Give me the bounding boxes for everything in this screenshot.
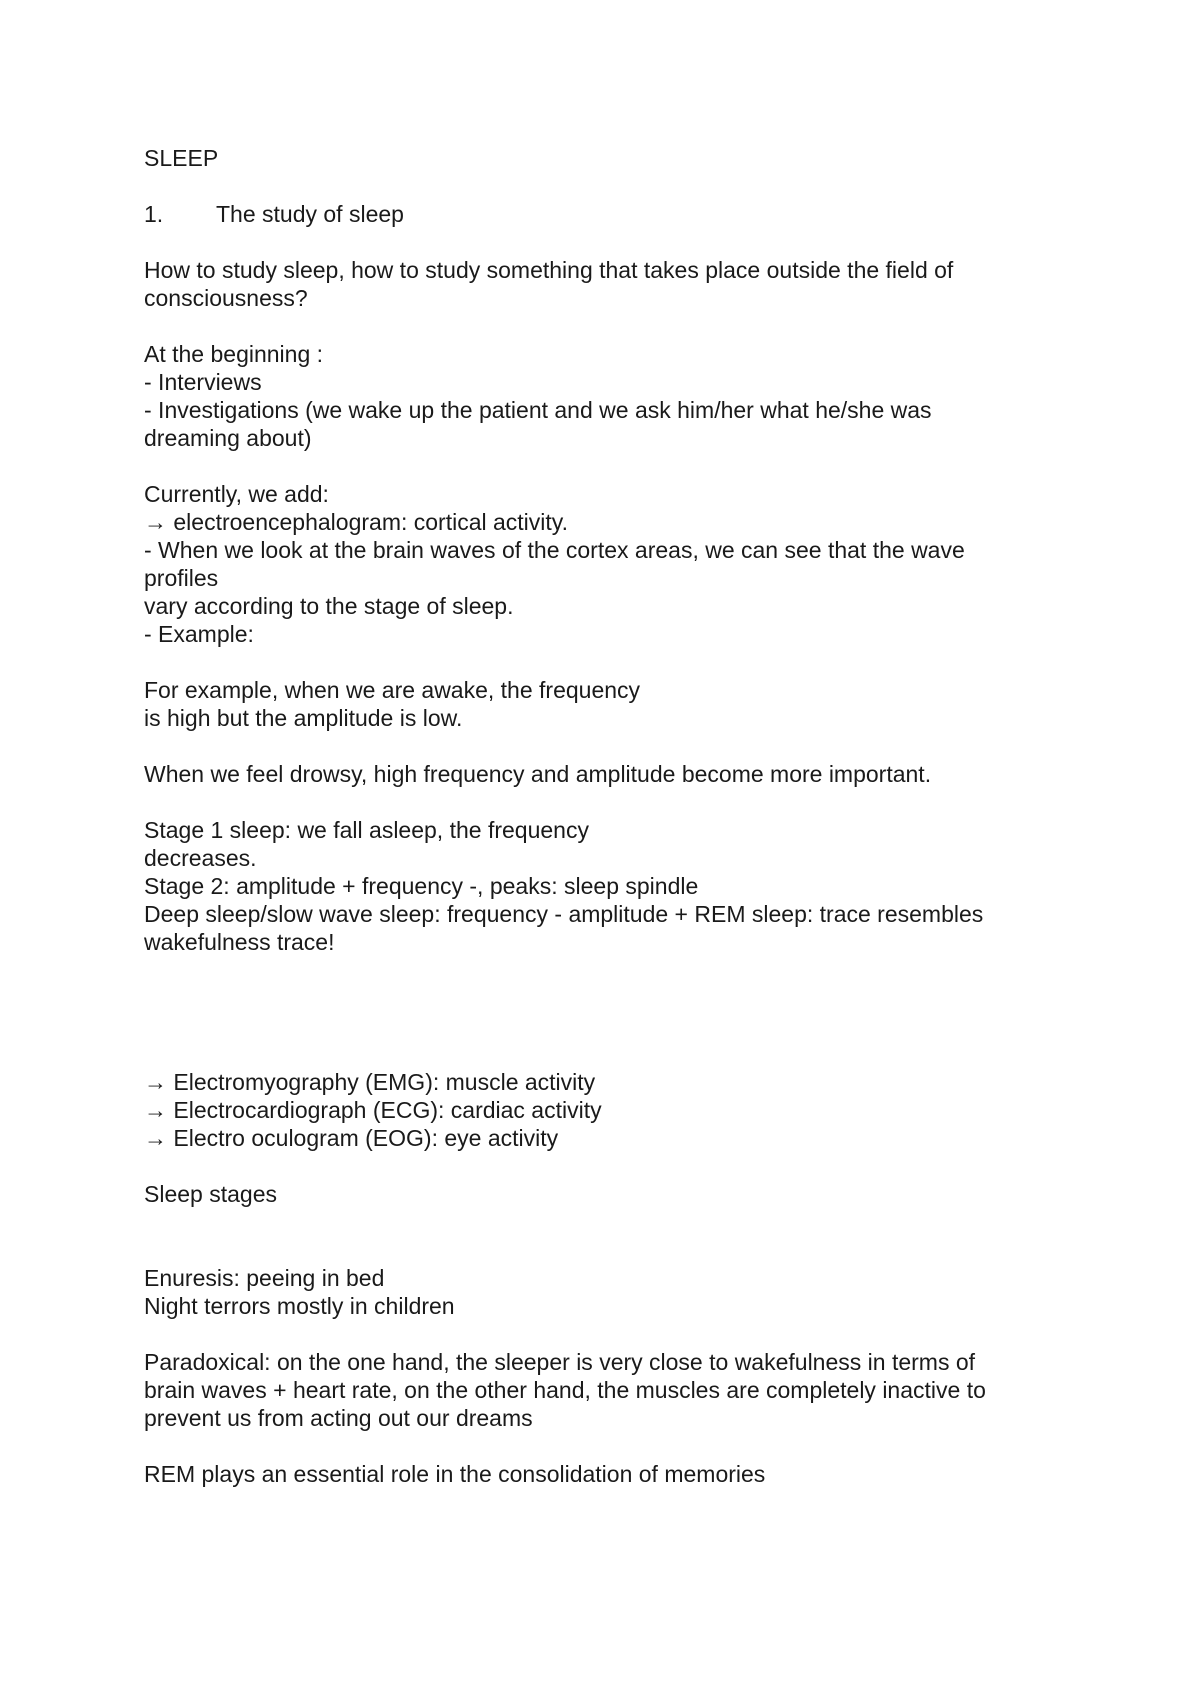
- stage-line: Deep sleep/slow wave sleep: frequency - amplitude + REM sleep: trace resembles: [144, 901, 984, 927]
- intro-question-line: How to study sleep, how to study something that takes place outside the field of: [144, 257, 954, 283]
- measure-line: → Electro oculogram (EOG): eye activity: [144, 1125, 559, 1151]
- section-heading: [144, 200, 1064, 228]
- stage-line: Stage 2: amplitude + frequency -, peaks: sleep spindle: [144, 873, 699, 899]
- awake-line: For example, when we are awake, the frequency: [144, 677, 641, 703]
- document-title: SLEEP: [144, 145, 219, 171]
- currently-line: - Example:: [144, 621, 254, 647]
- intro-question-line: consciousness?: [144, 285, 308, 311]
- awake-line: is high but the amplitude is low.: [144, 705, 463, 731]
- section-title: The study of sleep: [216, 201, 404, 227]
- currently-heading: Currently, we add:: [144, 481, 329, 507]
- beginning-item: dreaming about): [144, 425, 312, 451]
- rem-line: REM plays an essential role in the consolidation of memories: [144, 1461, 766, 1487]
- disorder-line: Night terrors mostly in children: [144, 1293, 455, 1319]
- paradoxical-line: brain waves + heart rate, on the other hand, the muscles are completely inactive to: [144, 1377, 986, 1403]
- currently-line: vary according to the stage of sleep.: [144, 593, 514, 619]
- currently-line: - When we look at the brain waves of the cortex areas, we can see that the wave: [144, 537, 965, 563]
- sleep-stages-heading: Sleep stages: [144, 1181, 277, 1207]
- measure-line: → Electromyography (EMG): muscle activity: [144, 1069, 596, 1095]
- stage-line: Stage 1 sleep: we fall asleep, the frequency: [144, 817, 589, 843]
- beginning-item: - Investigations (we wake up the patient and we ask him/her what he/she was: [144, 397, 932, 423]
- paradoxical-line: Paradoxical: on the one hand, the sleeper is very close to wakefulness in terms of: [144, 1349, 976, 1375]
- currently-line: profiles: [144, 565, 219, 591]
- document-body: [144, 144, 1064, 1488]
- beginning-item: - Interviews: [144, 369, 262, 395]
- paradoxical-line: prevent us from acting out our dreams: [144, 1405, 533, 1431]
- disorder-line: Enuresis: peeing in bed: [144, 1265, 385, 1291]
- beginning-heading: At the beginning :: [144, 341, 324, 367]
- currently-line: → electroencephalogram: cortical activity.: [144, 509, 568, 535]
- section-number: 1.: [144, 201, 164, 227]
- stage-line: wakefulness trace!: [144, 929, 335, 955]
- measure-line: → Electrocardiograph (ECG): cardiac activity: [144, 1097, 602, 1123]
- stage-line: decreases.: [144, 845, 257, 871]
- drowsy-line: When we feel drowsy, high frequency and amplitude become more important.: [144, 761, 932, 787]
